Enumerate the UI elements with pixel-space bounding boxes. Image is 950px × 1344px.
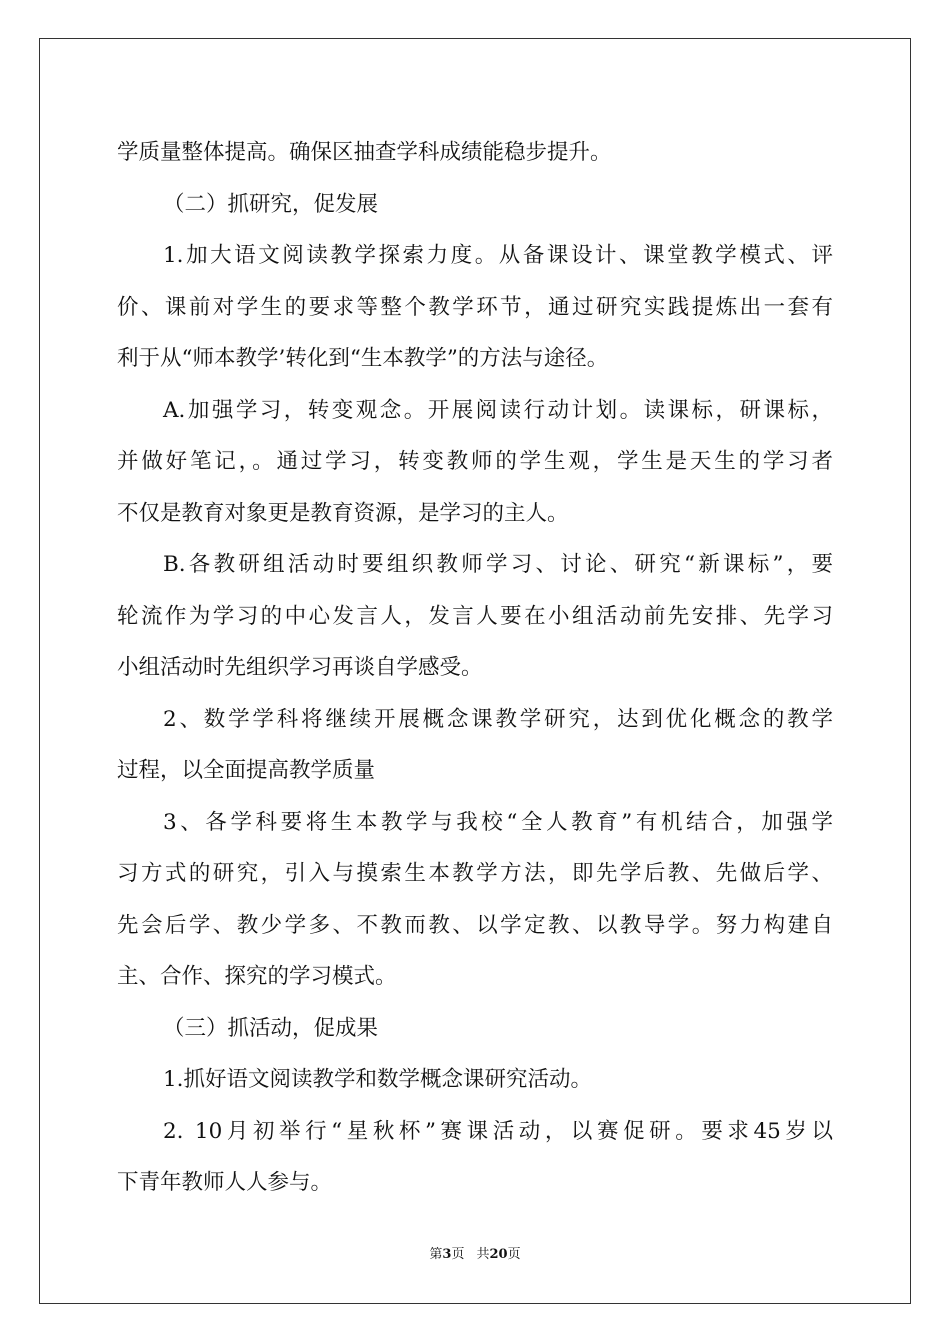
page-current: 3 (442, 1247, 452, 1262)
page-footer (0, 1243, 950, 1262)
text-line: 轮流作为学习的中心发言人，发言人要在小组活动前先安排、先学习 (117, 603, 833, 629)
text-line: 小组活动时先组织学习再谈自学感受。 (117, 655, 483, 680)
page-total: 20 (489, 1247, 508, 1262)
text-line: 2、数学学科将继续开展概念课教学研究，达到优化概念的教学 (163, 706, 833, 732)
text-line: 下青年教师人人参与。 (117, 1170, 333, 1195)
text-line: 并做好笔记，。通过学习，转变教师的学生观，学生是天生的学习者 (117, 449, 833, 474)
text-line: 利于从“师本教学’转化到“生本教学”的方法与途径。 (117, 346, 609, 371)
text-line: 1.抓好语文阅读教学和数学概念课研究活动。 (163, 1067, 593, 1092)
text-line: B.各教研组活动时要组织教师学习、讨论、研究“新课标”，要 (163, 552, 833, 577)
text-line: 过程，以全面提高教学质量 (117, 758, 376, 783)
text-line: A.加强学习，转变观念。开展阅读行动计划。读课标，研课标， (163, 397, 833, 423)
text-line: 学质量整体提高。确保区抽查学科成绩能稳步提升。 (117, 140, 612, 165)
text-line: 先会后学、教少学多、不教而教、以学定教、以教导学。努力构建自 (117, 912, 833, 938)
text-line: 不仅是教育对象更是教育资源，是学习的主人。 (117, 500, 569, 526)
total-prefix: 共 (476, 1247, 490, 1262)
text-line: 1.加大语文阅读教学探索力度。从备课设计、课堂教学模式、评 (163, 243, 833, 268)
document-body (117, 127, 833, 1209)
page-prefix: 第 (429, 1247, 443, 1262)
section-heading: （二）抓研究，促发展 (163, 191, 379, 217)
section-heading: （三）抓活动，促成果 (163, 1015, 379, 1041)
text-line: 主、合作、探究的学习模式。 (117, 964, 397, 989)
text-line: 3、各学科要将生本教学与我校“全人教育”有机结合，加强学 (163, 809, 833, 835)
text-line: 价、课前对学生的要求等整个教学环节，通过研究实践提炼出一套有 (117, 294, 833, 320)
text-line: 习方式的研究，引入与摸索生本教学方法，即先学后教、先做后学、 (117, 861, 833, 886)
text-line: 2. 10月初举行“星秋杯”赛课活动，以赛促研。要求45岁以 (163, 1118, 833, 1144)
page-suffix: 页 (451, 1247, 465, 1262)
total-suffix: 页 (507, 1247, 521, 1262)
